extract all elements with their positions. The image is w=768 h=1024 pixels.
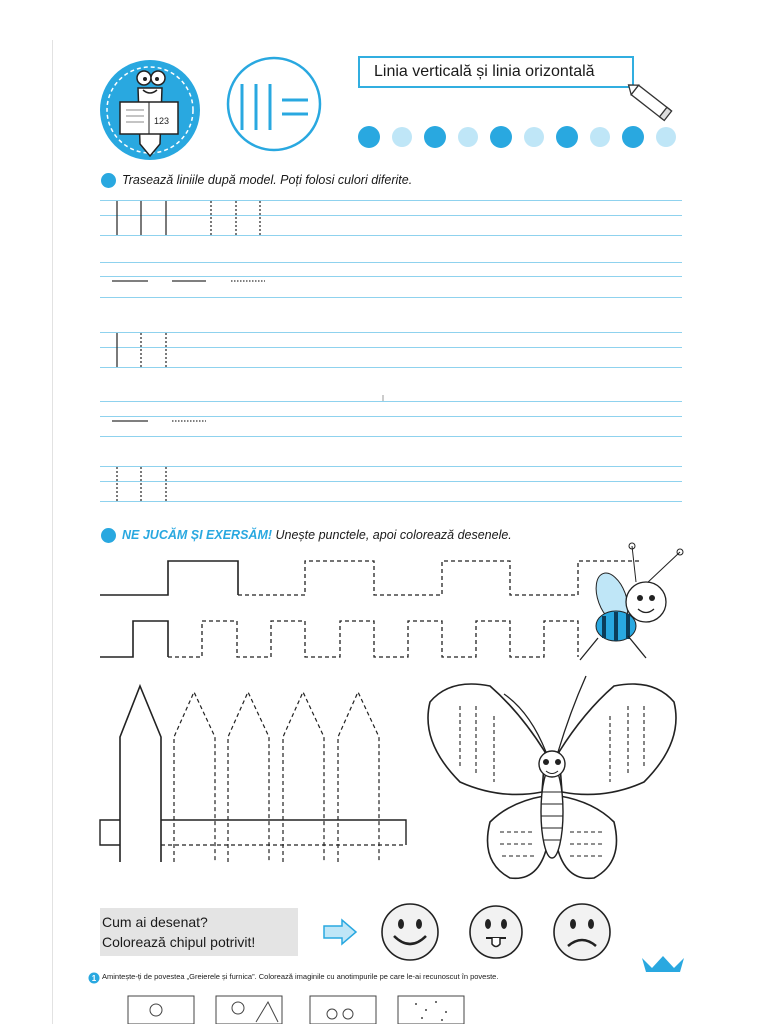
butterfly-illustration	[420, 672, 684, 886]
page-margin-line	[52, 40, 53, 1024]
svg-text:1: 1	[91, 974, 97, 983]
page-title: Linia verticală și linia orizontală	[358, 56, 634, 88]
progress-dot	[590, 127, 610, 147]
progress-dot	[392, 127, 412, 147]
instruction-2	[122, 528, 512, 542]
progress-dot	[656, 127, 676, 147]
season-thumbnails	[126, 994, 466, 1024]
progress-dot	[458, 127, 478, 147]
square-wave-tracing	[100, 555, 640, 665]
progress-dot	[524, 127, 544, 147]
instruction-bullet	[101, 173, 116, 188]
instruction-bullet	[101, 528, 116, 543]
instruction-2-text: Unește punctele, apoi colorează desenele.	[272, 528, 512, 542]
progress-dots	[352, 124, 682, 150]
evaluation-question: Cum ai desenat?	[102, 914, 208, 930]
tongue-face-icon[interactable]	[468, 904, 524, 960]
progress-dot	[622, 126, 644, 148]
pencil-mascot-badge	[98, 58, 202, 162]
progress-dot	[490, 126, 512, 148]
book-text: 123	[154, 116, 170, 126]
instruction-2-highlight: NE JUCĂM ȘI EXERSĂM!	[122, 528, 273, 542]
tracing-models	[100, 195, 300, 505]
progress-dot	[358, 126, 380, 148]
bee-illustration	[576, 542, 684, 666]
line-symbol-circle	[226, 56, 322, 152]
happy-face-icon[interactable]	[380, 902, 440, 962]
instruction-1: Trasează liniile după model. Poți folosi culori diferite.	[122, 173, 413, 187]
sad-face-icon[interactable]	[552, 902, 612, 962]
progress-dot	[556, 126, 578, 148]
footer-note: Amintește-ți de povestea „Greierele și furnica”. Colorează imaginile cu anotimpurile pe care le-ai recunoscut în poveste.	[102, 972, 499, 981]
pencil-icon	[622, 78, 678, 128]
arrow-right-icon	[322, 918, 358, 946]
note-number-badge	[88, 972, 100, 984]
fence-tracing	[98, 682, 410, 872]
progress-dot	[424, 126, 446, 148]
crown-logo-icon	[640, 954, 686, 974]
evaluation-instruction: Colorează chipul potrivit!	[102, 934, 256, 950]
self-evaluation-box	[100, 908, 298, 956]
